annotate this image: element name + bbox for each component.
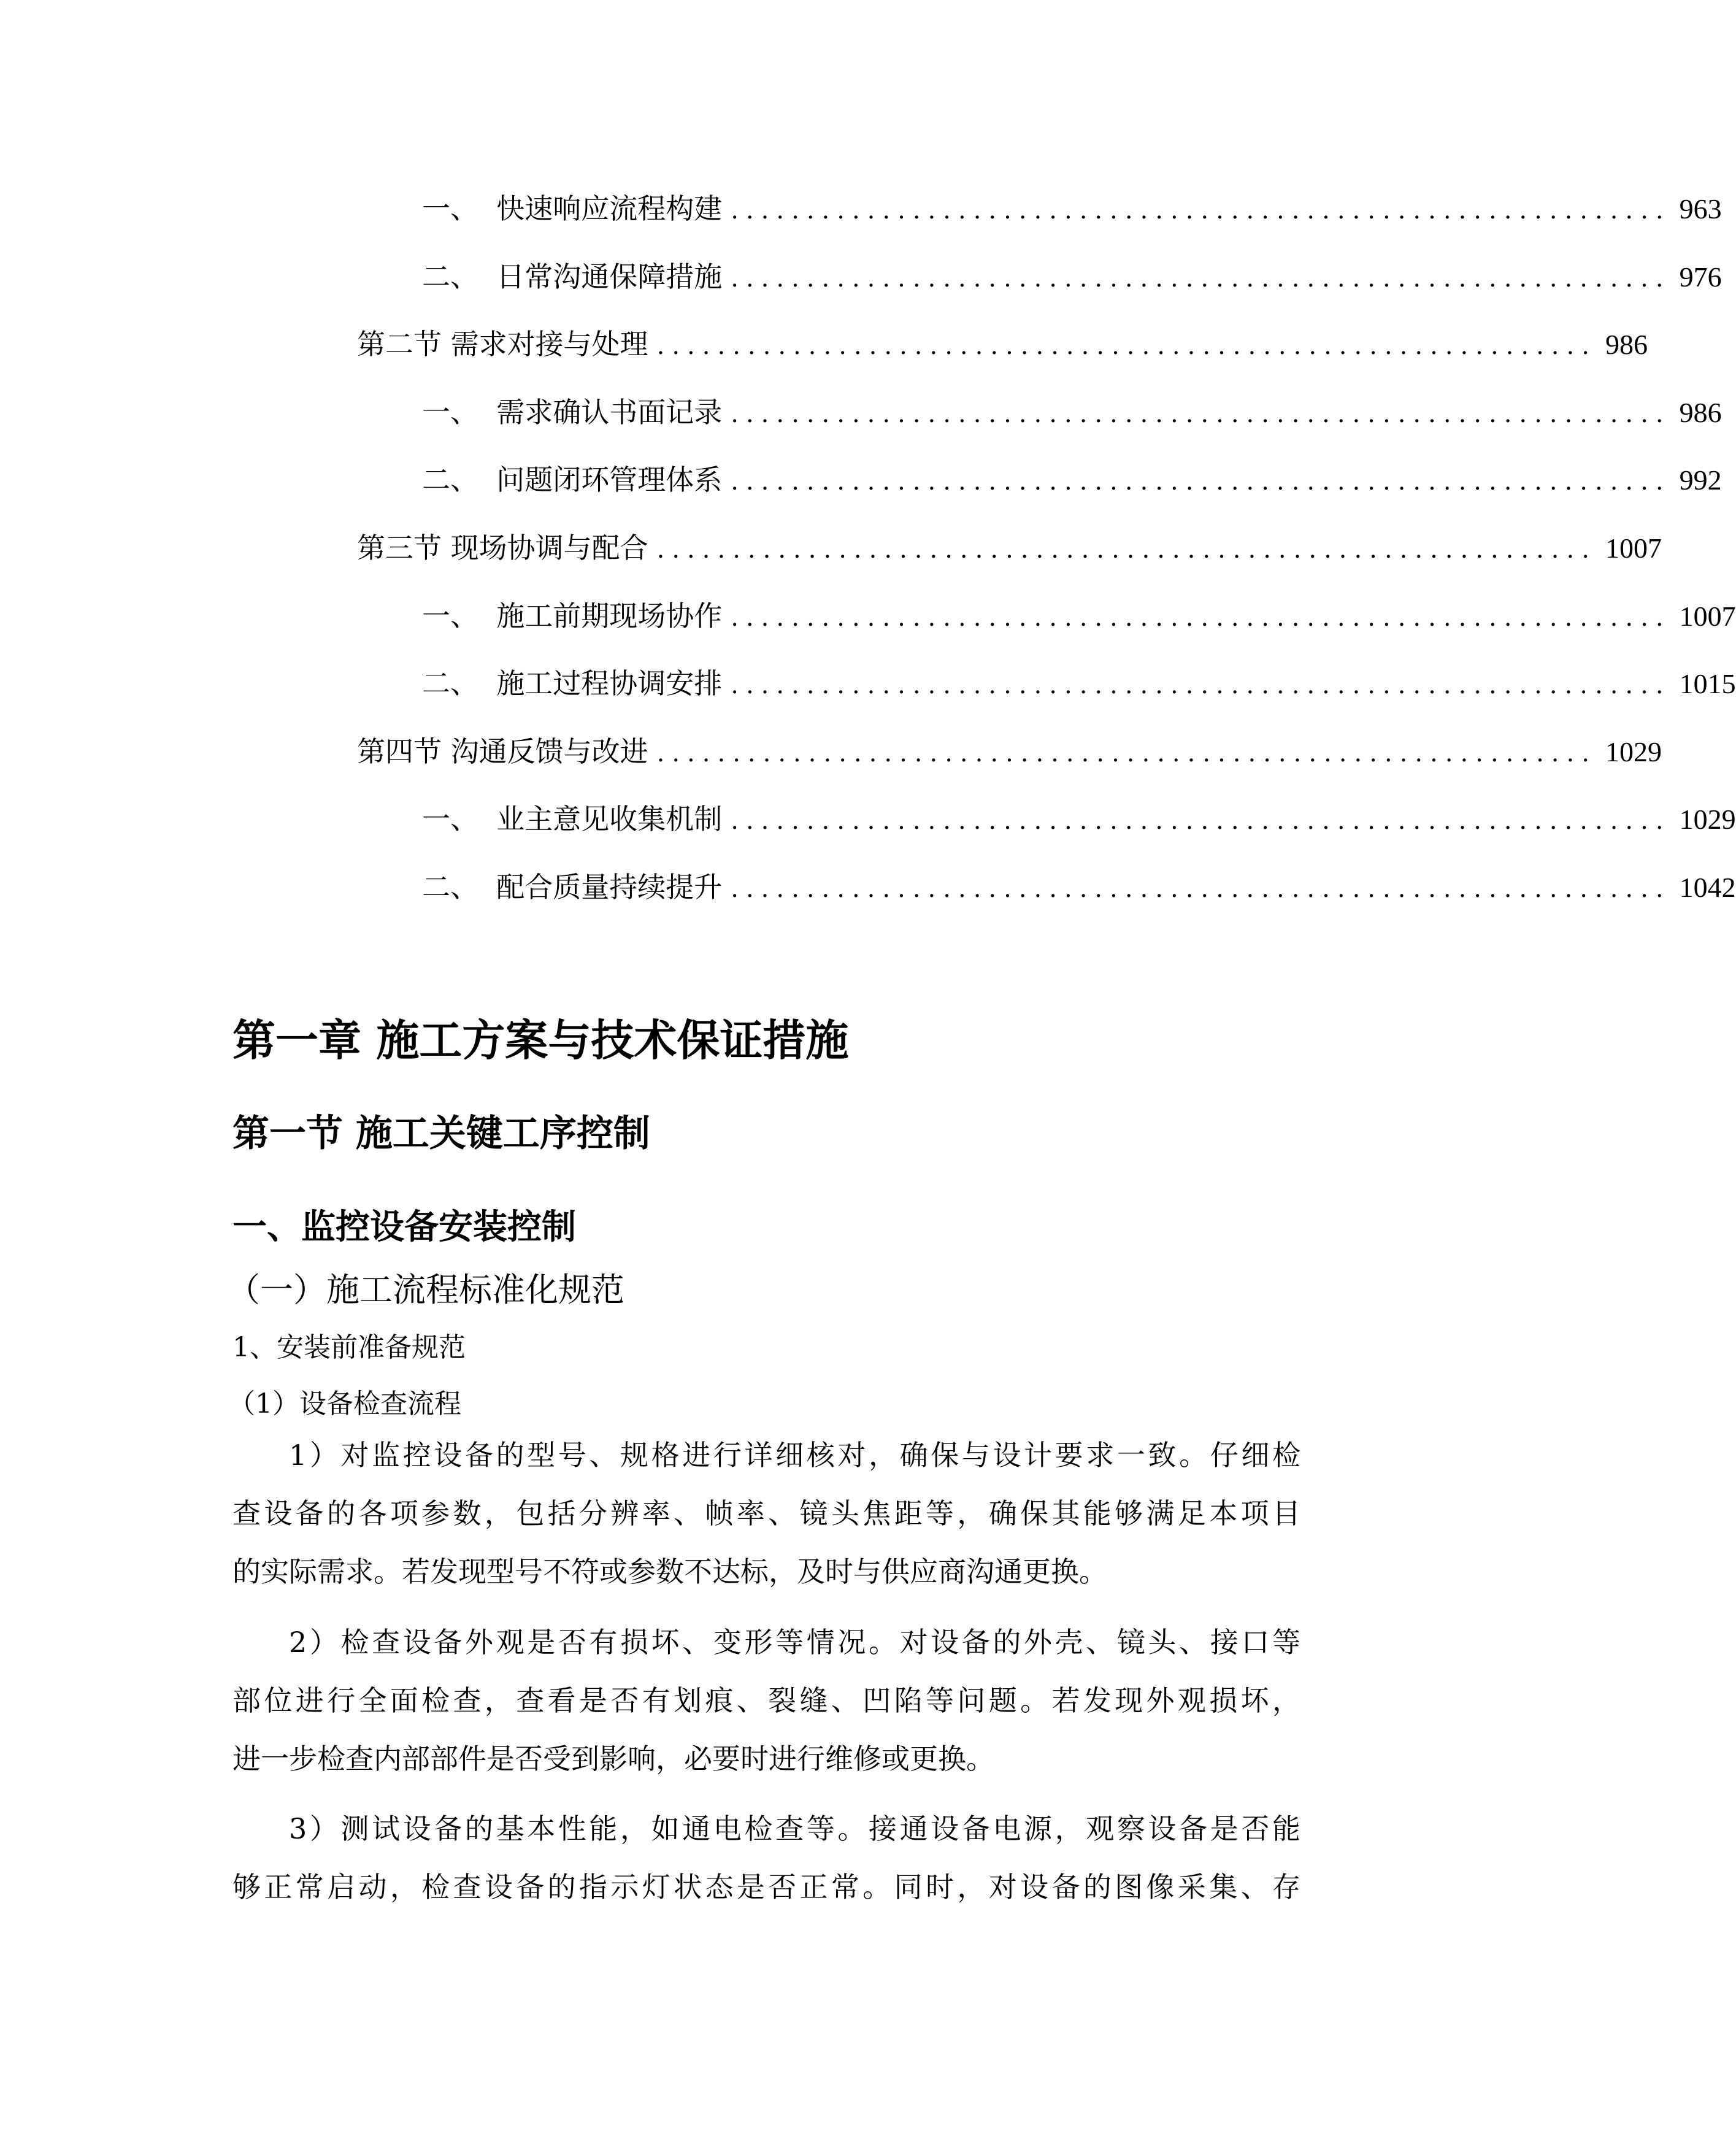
section-title: 第一节 施工关键工序控制 bbox=[232, 1112, 650, 1155]
toc-leader-dots: .............................................................. bbox=[656, 536, 1597, 564]
toc-leader-dots: .............................................................. bbox=[731, 467, 1671, 496]
toc-entry-label: 第二节 需求对接与处理 bbox=[357, 328, 648, 361]
toc-page-number: 963 bbox=[1679, 193, 1722, 225]
toc-entry-label: 一、 施工前期现场协作 bbox=[422, 599, 723, 632]
toc-entry[interactable] bbox=[422, 458, 1722, 497]
sub-heading-1: （一）施工流程标准化规范 bbox=[227, 1270, 624, 1309]
toc-entry[interactable] bbox=[422, 390, 1722, 429]
toc-page-number: 1007 bbox=[1605, 532, 1662, 564]
paragraph-line: 2）检查设备外观是否有损坏、变形等情况。对设备的外壳、镜头、接口等 bbox=[289, 1626, 1300, 1659]
toc-entry[interactable] bbox=[357, 526, 1662, 564]
toc-entry-label: 第三节 现场协调与配合 bbox=[357, 531, 648, 564]
toc-entry[interactable] bbox=[422, 865, 1736, 904]
toc-page-number: 986 bbox=[1605, 329, 1648, 361]
toc-leader-dots: .............................................................. bbox=[731, 264, 1671, 293]
toc-page-number: 1042 bbox=[1679, 872, 1736, 903]
toc-entry[interactable] bbox=[422, 186, 1722, 225]
toc-leader-dots: .............................................................. bbox=[731, 196, 1671, 225]
toc-page-number: 992 bbox=[1679, 464, 1722, 496]
toc-entry-label: 二、 问题闭环管理体系 bbox=[422, 463, 723, 497]
toc-page-number: 1029 bbox=[1605, 736, 1662, 767]
toc-leader-dots: .............................................................. bbox=[731, 399, 1671, 428]
toc-entry[interactable] bbox=[422, 255, 1722, 293]
toc-entry-label: 一、 业主意见收集机制 bbox=[422, 802, 723, 836]
toc-leader-dots: .............................................................. bbox=[731, 807, 1671, 836]
paragraph-1 bbox=[232, 1437, 1300, 1612]
toc-page-number: 1029 bbox=[1679, 804, 1736, 836]
toc-entry-label: 二、 配合质量持续提升 bbox=[422, 870, 723, 904]
toc-entry-label: 一、 快速响应流程构建 bbox=[422, 192, 723, 225]
toc-entry-label: 一、 需求确认书面记录 bbox=[422, 395, 723, 429]
toc-leader-dots: .............................................................. bbox=[731, 875, 1671, 903]
toc-leader-dots: .............................................................. bbox=[731, 603, 1671, 632]
toc-entry[interactable] bbox=[422, 797, 1736, 836]
paragraph-line: 查设备的各项参数，包括分辨率、帧率、镜头焦距等，确保其能够满足本项目 bbox=[232, 1497, 1300, 1530]
toc-entry-label: 第四节 沟通反馈与改进 bbox=[357, 734, 648, 768]
paragraph-3 bbox=[232, 1810, 1300, 1927]
toc-entry[interactable] bbox=[357, 729, 1662, 768]
toc-entry-label: 二、 日常沟通保障措施 bbox=[422, 259, 723, 293]
toc-entry[interactable] bbox=[422, 594, 1736, 632]
paragraph-line: 3）测试设备的基本性能，如通电检查等。接通设备电源，观察设备是否能 bbox=[289, 1812, 1300, 1845]
toc-page-number: 986 bbox=[1679, 396, 1722, 428]
toc-entry[interactable] bbox=[422, 661, 1736, 701]
toc-leader-dots: .............................................................. bbox=[656, 739, 1597, 767]
toc-leader-dots: .............................................................. bbox=[656, 332, 1597, 361]
chapter-title: 第一章 施工方案与技术保证措施 bbox=[232, 1015, 849, 1066]
sub-heading-2: 1、安装前准备规范 bbox=[232, 1332, 466, 1363]
toc-entry[interactable] bbox=[357, 322, 1648, 361]
toc-entry-label: 二、 施工过程协调安排 bbox=[422, 667, 723, 701]
toc-page-number: 1015 bbox=[1679, 668, 1736, 700]
toc-page-number: 976 bbox=[1679, 261, 1722, 293]
toc-leader-dots: .............................................................. bbox=[731, 671, 1671, 700]
paragraph-line: 部位进行全面检查，查看是否有划痕、裂缝、凹陷等问题。若发现外观损坏， bbox=[232, 1684, 1300, 1717]
paragraph-line: 1）对监控设备的型号、规格进行详细核对，确保与设计要求一致。仔细检 bbox=[289, 1439, 1300, 1472]
toc-page-number: 1007 bbox=[1679, 600, 1736, 632]
paragraph-line: 进一步检查内部部件是否受到影响，必要时进行维修或更换。 bbox=[232, 1742, 994, 1775]
subsection-title: 一、监控设备安装控制 bbox=[232, 1207, 576, 1247]
paragraph-line: 够正常启动，检查设备的指示灯状态是否正常。同时，对设备的图像采集、存 bbox=[232, 1870, 1300, 1904]
paragraph-line: 的实际需求。若发现型号不符或参数不达标，及时与供应商沟通更换。 bbox=[232, 1555, 1107, 1588]
sub-heading-3: （1）设备检查流程 bbox=[228, 1388, 461, 1420]
paragraph-2 bbox=[232, 1624, 1300, 1799]
